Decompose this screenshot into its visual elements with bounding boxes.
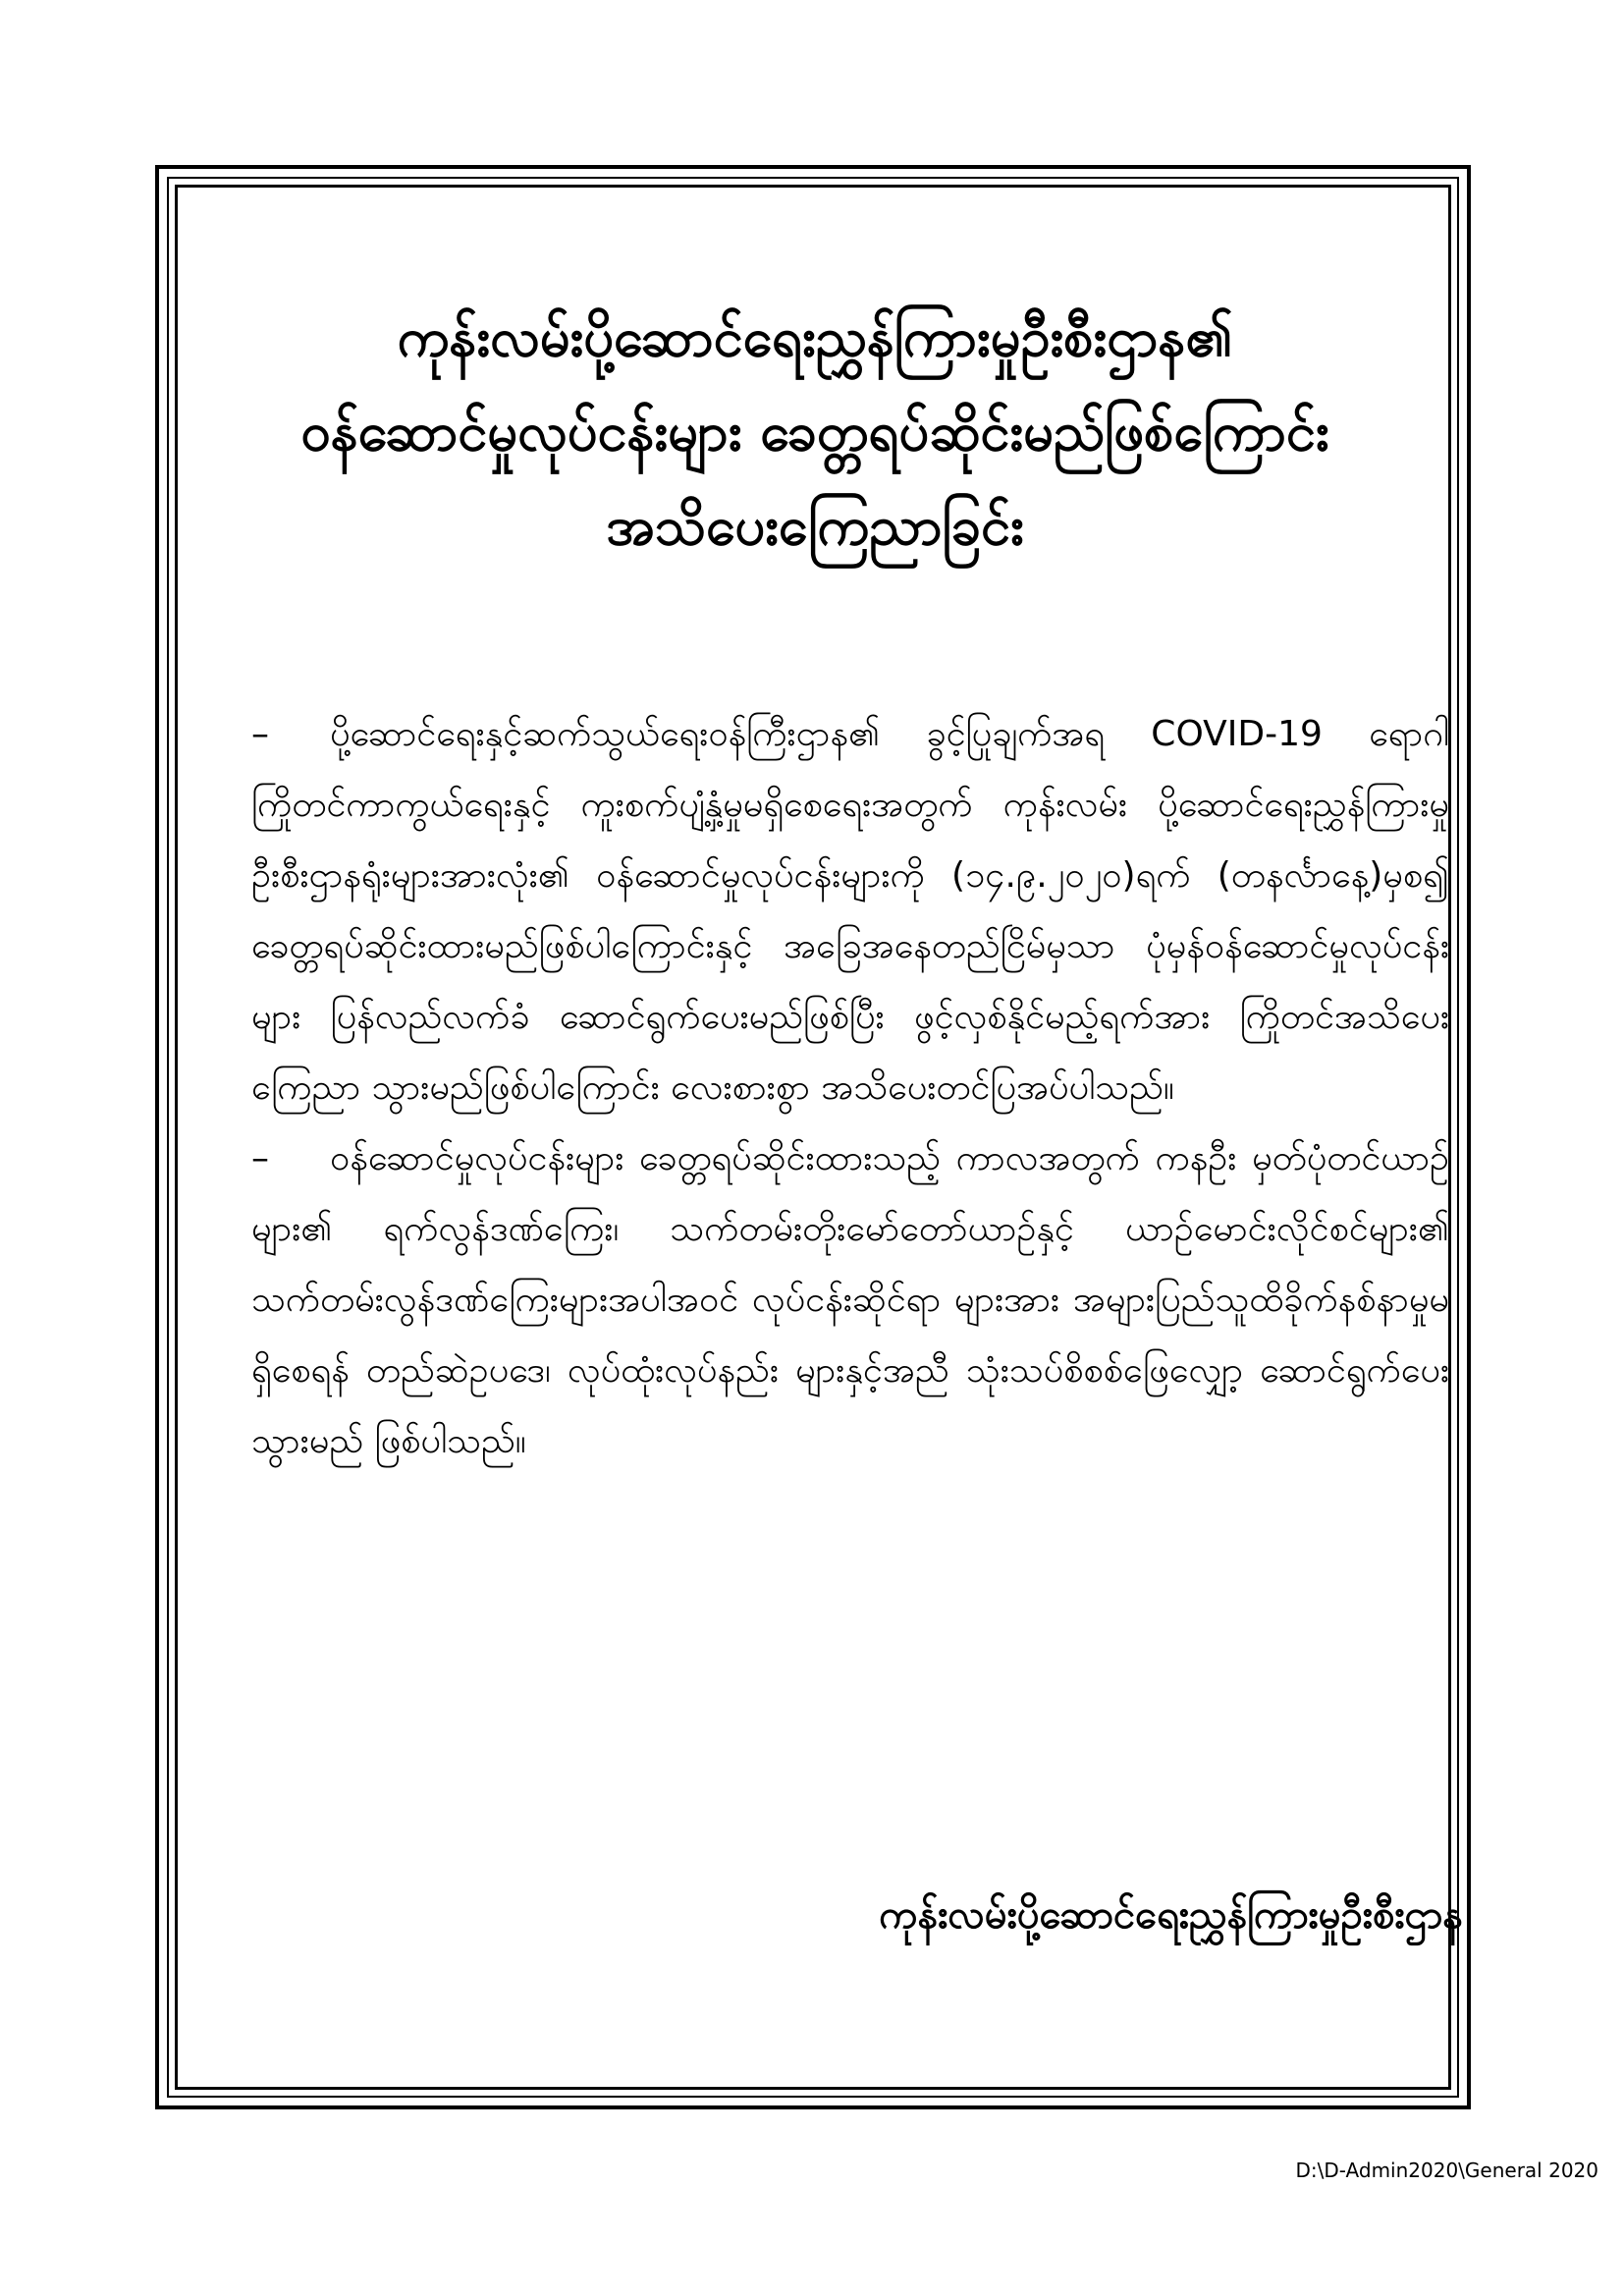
- paragraph-1-text: ပို့ဆောင်ရေးနှင့်ဆက်သွယ်ရေးဝန်ကြီးဌာန၏ ခွင့်ပြုချက်အရ COVID-19 ရောဂါ ကြိုတင်ကာကွယ်ရေးနှင့် ကူးစက်ပျံ့နှံ့မှုမရှိစေရေးအတွက် ကုန်းလမ်း ပို့ဆောင်ရေးညွှန်ကြားမှုဦးစီးဌာနရုံးများအားလုံး၏ ဝန်ဆောင်မှုလုပ်ငန်းများကို (၁၄.၉.၂၀၂၀)ရက် (တနင်္လာနေ့)မှစ၍ ခေတ္တရပ်ဆိုင်းထားမည်ဖြစ်ပါကြောင်းနှင့် အခြေအနေတည်ငြိမ်မှသာ ပုံမှန်ဝန်ဆောင်မှုလုပ်ငန်းများ ပြန်လည်လက်ခံ ဆောင်ရွက်ပေးမည်ဖြစ်ပြီး ဖွင့်လှစ်နိုင်မည့်ရက်အား ကြိုတင်အသိပေး ကြေညာ သွားမည်ဖြစ်ပါကြောင်း လေးစားစွာ အသိပေးတင်ပြအပ်ပါသည်။: [251, 714, 1449, 1108]
- notice-title: [245, 291, 1384, 574]
- notice-body: [251, 699, 1449, 1477]
- title-line-2: ဝန်ဆောင်မှုလုပ်ငန်းများ ခေတ္တရပ်ဆိုင်းမည်ဖြစ်ကြောင်း: [300, 401, 1329, 463]
- issuer-signature: ကုန်းလမ်းပို့ဆောင်ရေးညွှန်ကြားမှုဦးစီးဌာန: [879, 1892, 1463, 1938]
- paragraph-1-dash: –: [251, 714, 269, 754]
- paragraph-1: [251, 699, 1449, 1123]
- title-line-1: ကုန်းလမ်းပို့ဆောင်ရေးညွှန်ကြားမှုဦးစီးဌာန၏: [397, 306, 1233, 368]
- file-path-footer: D:\D-Admin2020\General 2020: [1295, 2159, 1598, 2182]
- paragraph-2: [251, 1123, 1449, 1477]
- paragraph-2-text: ဝန်ဆောင်မှုလုပ်ငန်းများ ခေတ္တရပ်ဆိုင်းထားသည့် ကာလအတွက် ကနဦး မှတ်ပုံတင်ယာဉ်များ၏ ရက်လွန်ဒဏ်ကြေး၊ သက်တမ်းတိုးမော်တော်ယာဉ်နှင့် ယာဉ်မောင်းလိုင်စင်များ၏ သက်တမ်းလွန်ဒဏ်ကြေးများအပါအဝင် လုပ်ငန်းဆိုင်ရာ များအား အများပြည်သူထိခိုက်နစ်နာမှုမရှိစေရန် တည်ဆဲဥပဒေ၊ လုပ်ထုံးလုပ်နည်း များနှင့်အညီ သုံးသပ်စိစစ်ဖြေလျှော့ ဆောင်ရွက်ပေးသွားမည် ဖြစ်ပါသည်။: [251, 1138, 1449, 1461]
- title-line-3: အသိပေးကြေညာခြင်း: [606, 495, 1024, 557]
- paragraph-2-dash: –: [251, 1138, 269, 1178]
